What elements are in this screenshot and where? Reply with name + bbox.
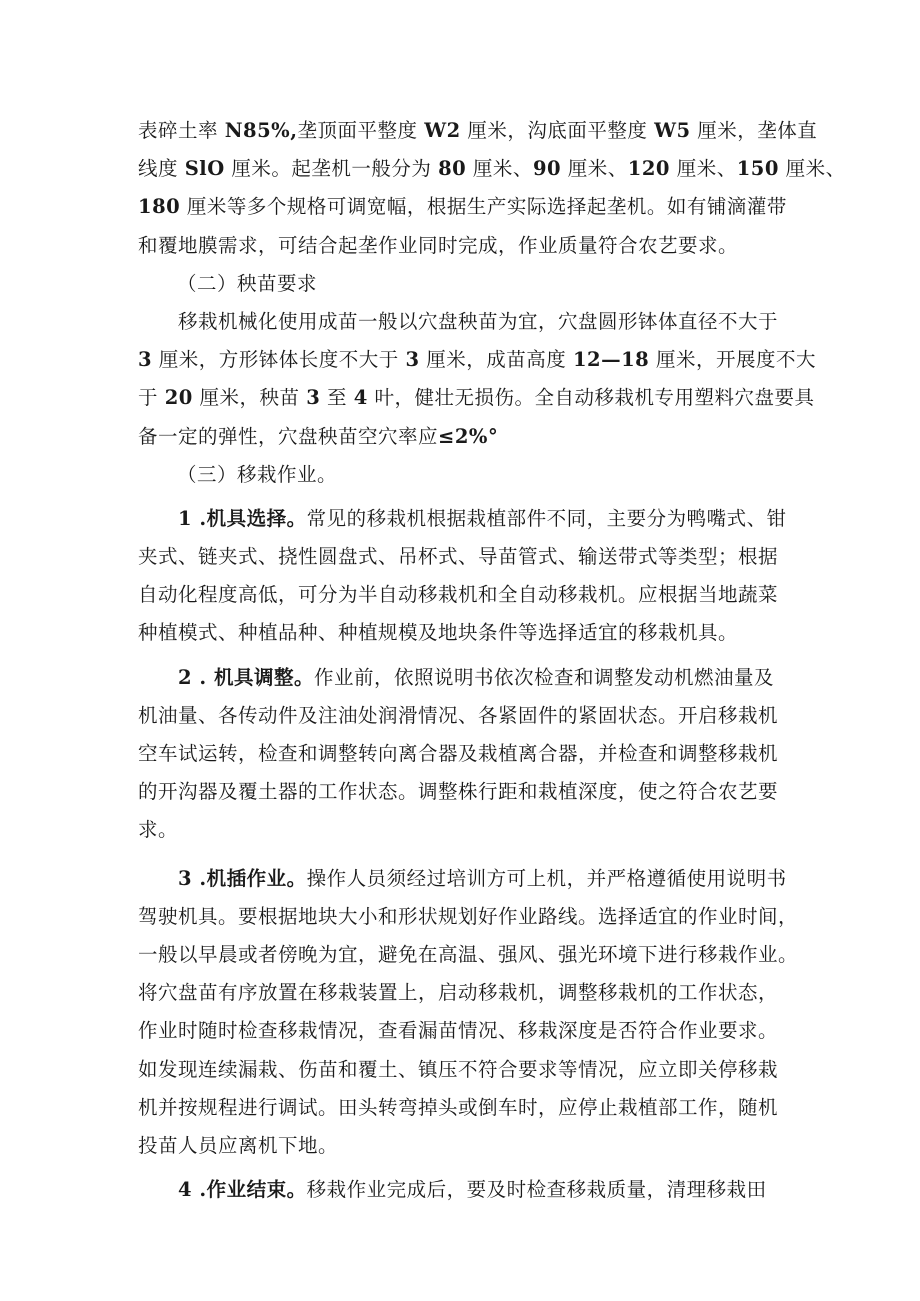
text-line — [138, 614, 788, 652]
paragraph — [138, 265, 788, 303]
text-line — [138, 112, 818, 150]
bold-text: 3 .机插作业。 — [178, 866, 307, 890]
text-run: 于 — [138, 386, 165, 410]
text-run: 厘米、 — [466, 157, 533, 181]
text-line — [138, 188, 788, 226]
bold-text: 1 .机具选择。 — [178, 506, 307, 530]
bold-text: 3 — [306, 386, 321, 410]
paragraph — [138, 860, 799, 1166]
text-run: 驾驶机具。要根据地块大小和形状规划好作业路线。选择适宜的作业时间， — [138, 904, 799, 928]
text-line — [138, 773, 788, 811]
text-line — [138, 418, 788, 456]
text-run: 操作人员须经过培训方可上机，并严格遵循使用说明书 — [306, 866, 787, 890]
text-line — [138, 1012, 788, 1050]
text-run: 垄顶面平整度 — [297, 119, 425, 142]
bold-text: 3 — [138, 348, 153, 372]
bold-text: 4 .作业结束。 — [178, 1178, 307, 1202]
text-line — [138, 697, 788, 735]
text-run: 厘米，方形钵体长度不大于 — [152, 348, 406, 372]
text-run: 至 — [320, 386, 354, 410]
bold-text: 120 — [627, 157, 670, 181]
text-line — [138, 974, 788, 1012]
text-run: 机并按规程进行调试。田头转弯掉头或倒车时，应停止栽植部工作，随机 — [138, 1095, 779, 1119]
text-line — [138, 303, 788, 341]
bold-text: W2 — [424, 119, 461, 142]
text-run: 作业前，依照说明书依次检查和调整发动机燃油量及 — [313, 665, 774, 689]
document-page — [138, 112, 846, 1209]
bold-text: N85%, — [224, 119, 298, 142]
text-line — [138, 1051, 788, 1089]
text-run: 和覆地膜需求，可结合起垄作业同时完成，作业质量符合农艺要求。 — [138, 233, 739, 257]
text-run: 的开沟器及覆土器的工作状态。调整株行距和栽植深度，使之符合农艺要 — [138, 780, 779, 804]
text-run: 厘米。起垄机一般分为 — [224, 157, 439, 181]
text-run: （三）移栽作业。 — [177, 462, 338, 486]
text-run — [138, 867, 178, 890]
text-run — [138, 507, 178, 530]
text-run: 作业时随时检查移栽情况，查看漏苗情况、移栽深度是否符合作业要求。 — [138, 1019, 779, 1043]
text-run: 叶，健壮无损伤。全自动移栽机专用塑料穴盘要具 — [367, 386, 815, 410]
text-line — [138, 538, 788, 576]
bold-text: 3 — [405, 348, 420, 372]
text-line — [138, 860, 788, 898]
text-run: 厘米，成苗高度 — [419, 348, 573, 372]
text-run: 空车试运转，检查和调整转向离合器及栽植离合器，并检查和调整移栽机 — [138, 742, 779, 765]
text-run: 投苗人员应离机下地。 — [138, 1133, 339, 1157]
paragraph — [138, 112, 846, 265]
text-run: 表碎土率 — [138, 119, 225, 142]
text-line — [138, 500, 788, 538]
paragraph — [138, 659, 788, 850]
text-line — [138, 811, 788, 849]
text-line — [138, 898, 799, 936]
text-line — [138, 735, 788, 773]
text-line — [138, 659, 788, 697]
text-run: 厘米、 — [778, 157, 846, 181]
bold-text: 12—18 — [572, 348, 650, 372]
paragraph — [138, 500, 788, 653]
text-line — [138, 456, 788, 494]
bold-text: ≤2%° — [438, 424, 499, 448]
text-run: 厘米，沟底面平整度 — [460, 119, 655, 142]
text-run: 厘米、 — [561, 157, 628, 181]
text-line — [138, 1127, 788, 1165]
text-run: 厘米、 — [670, 157, 737, 181]
text-run: 厘米等多个规格可调宽幅，根据生产实际选择起垄机。如有铺滴灌带 — [180, 195, 787, 219]
text-run — [138, 666, 178, 689]
text-line — [138, 265, 788, 303]
text-run: 机油量、各传动件及注油处润滑情况、各紧固件的紧固状态。开启移栽机 — [138, 703, 779, 727]
text-line — [138, 576, 788, 614]
text-run: 种植模式、种植品种、种植规模及地块条件等选择适宜的移栽机具。 — [138, 621, 739, 645]
text-run: 厘米，开展度不大 — [649, 348, 816, 372]
bold-text: 180 — [138, 195, 181, 219]
text-run: 移栽作业完成后，要及时检查移栽质量，清理移栽田 — [306, 1178, 767, 1202]
text-run: 常见的移栽机根据栽植部件不同，主要分为鸭嘴式、钳 — [306, 506, 787, 530]
text-run: 将穴盘苗有序放置在移栽装置上，启动移栽机，调整移栽机的工作状态， — [138, 981, 779, 1005]
bold-text: 80 — [438, 157, 467, 181]
text-line — [138, 1089, 788, 1127]
text-line — [138, 341, 816, 379]
text-line — [138, 150, 846, 188]
bold-text: SlO — [184, 157, 225, 181]
text-run: 移栽机械化使用成苗一般以穴盘秧苗为宜，穴盘圆形钵体直径不大于 — [138, 309, 779, 333]
text-line — [138, 1171, 788, 1209]
text-run: 一般以早晨或者傍晚为宜，避免在高温、强风、强光环境下进行移栽作业。 — [138, 942, 799, 966]
bold-text: 20 — [164, 386, 193, 410]
bold-text: W5 — [654, 119, 691, 142]
paragraph — [138, 303, 816, 456]
paragraph — [138, 1171, 788, 1209]
text-run: （二）秧苗要求 — [177, 271, 318, 295]
bold-text: 4 — [353, 386, 368, 410]
text-line — [138, 227, 788, 265]
text-line — [138, 379, 815, 417]
text-run: 求。 — [138, 818, 179, 842]
text-line — [138, 936, 799, 974]
text-run — [138, 1178, 178, 1201]
paragraph — [138, 456, 788, 494]
text-run: 如发现连续漏栽、伤苗和覆土、镇压不符合要求等情况，应立即关停移栽 — [138, 1057, 779, 1081]
bold-text: 90 — [532, 157, 562, 181]
bold-text: 2 . 机具调整。 — [178, 665, 314, 689]
text-run: 备一定的弹性，穴盘秧苗空穴率应 — [138, 424, 439, 448]
text-run: 厘米，秧苗 — [192, 386, 307, 410]
text-run: 自动化程度高低，可分为半自动移栽机和全自动移栽机。应根据当地蔬菜 — [138, 583, 779, 607]
text-run: 厘米，垄体直 — [690, 119, 818, 142]
text-run: 夹式、链夹式、挠性圆盘式、吊杯式、导苗管式、输送带式等类型；根据 — [138, 545, 779, 569]
text-run: 线度 — [138, 157, 185, 181]
bold-text: 150 — [736, 157, 779, 181]
